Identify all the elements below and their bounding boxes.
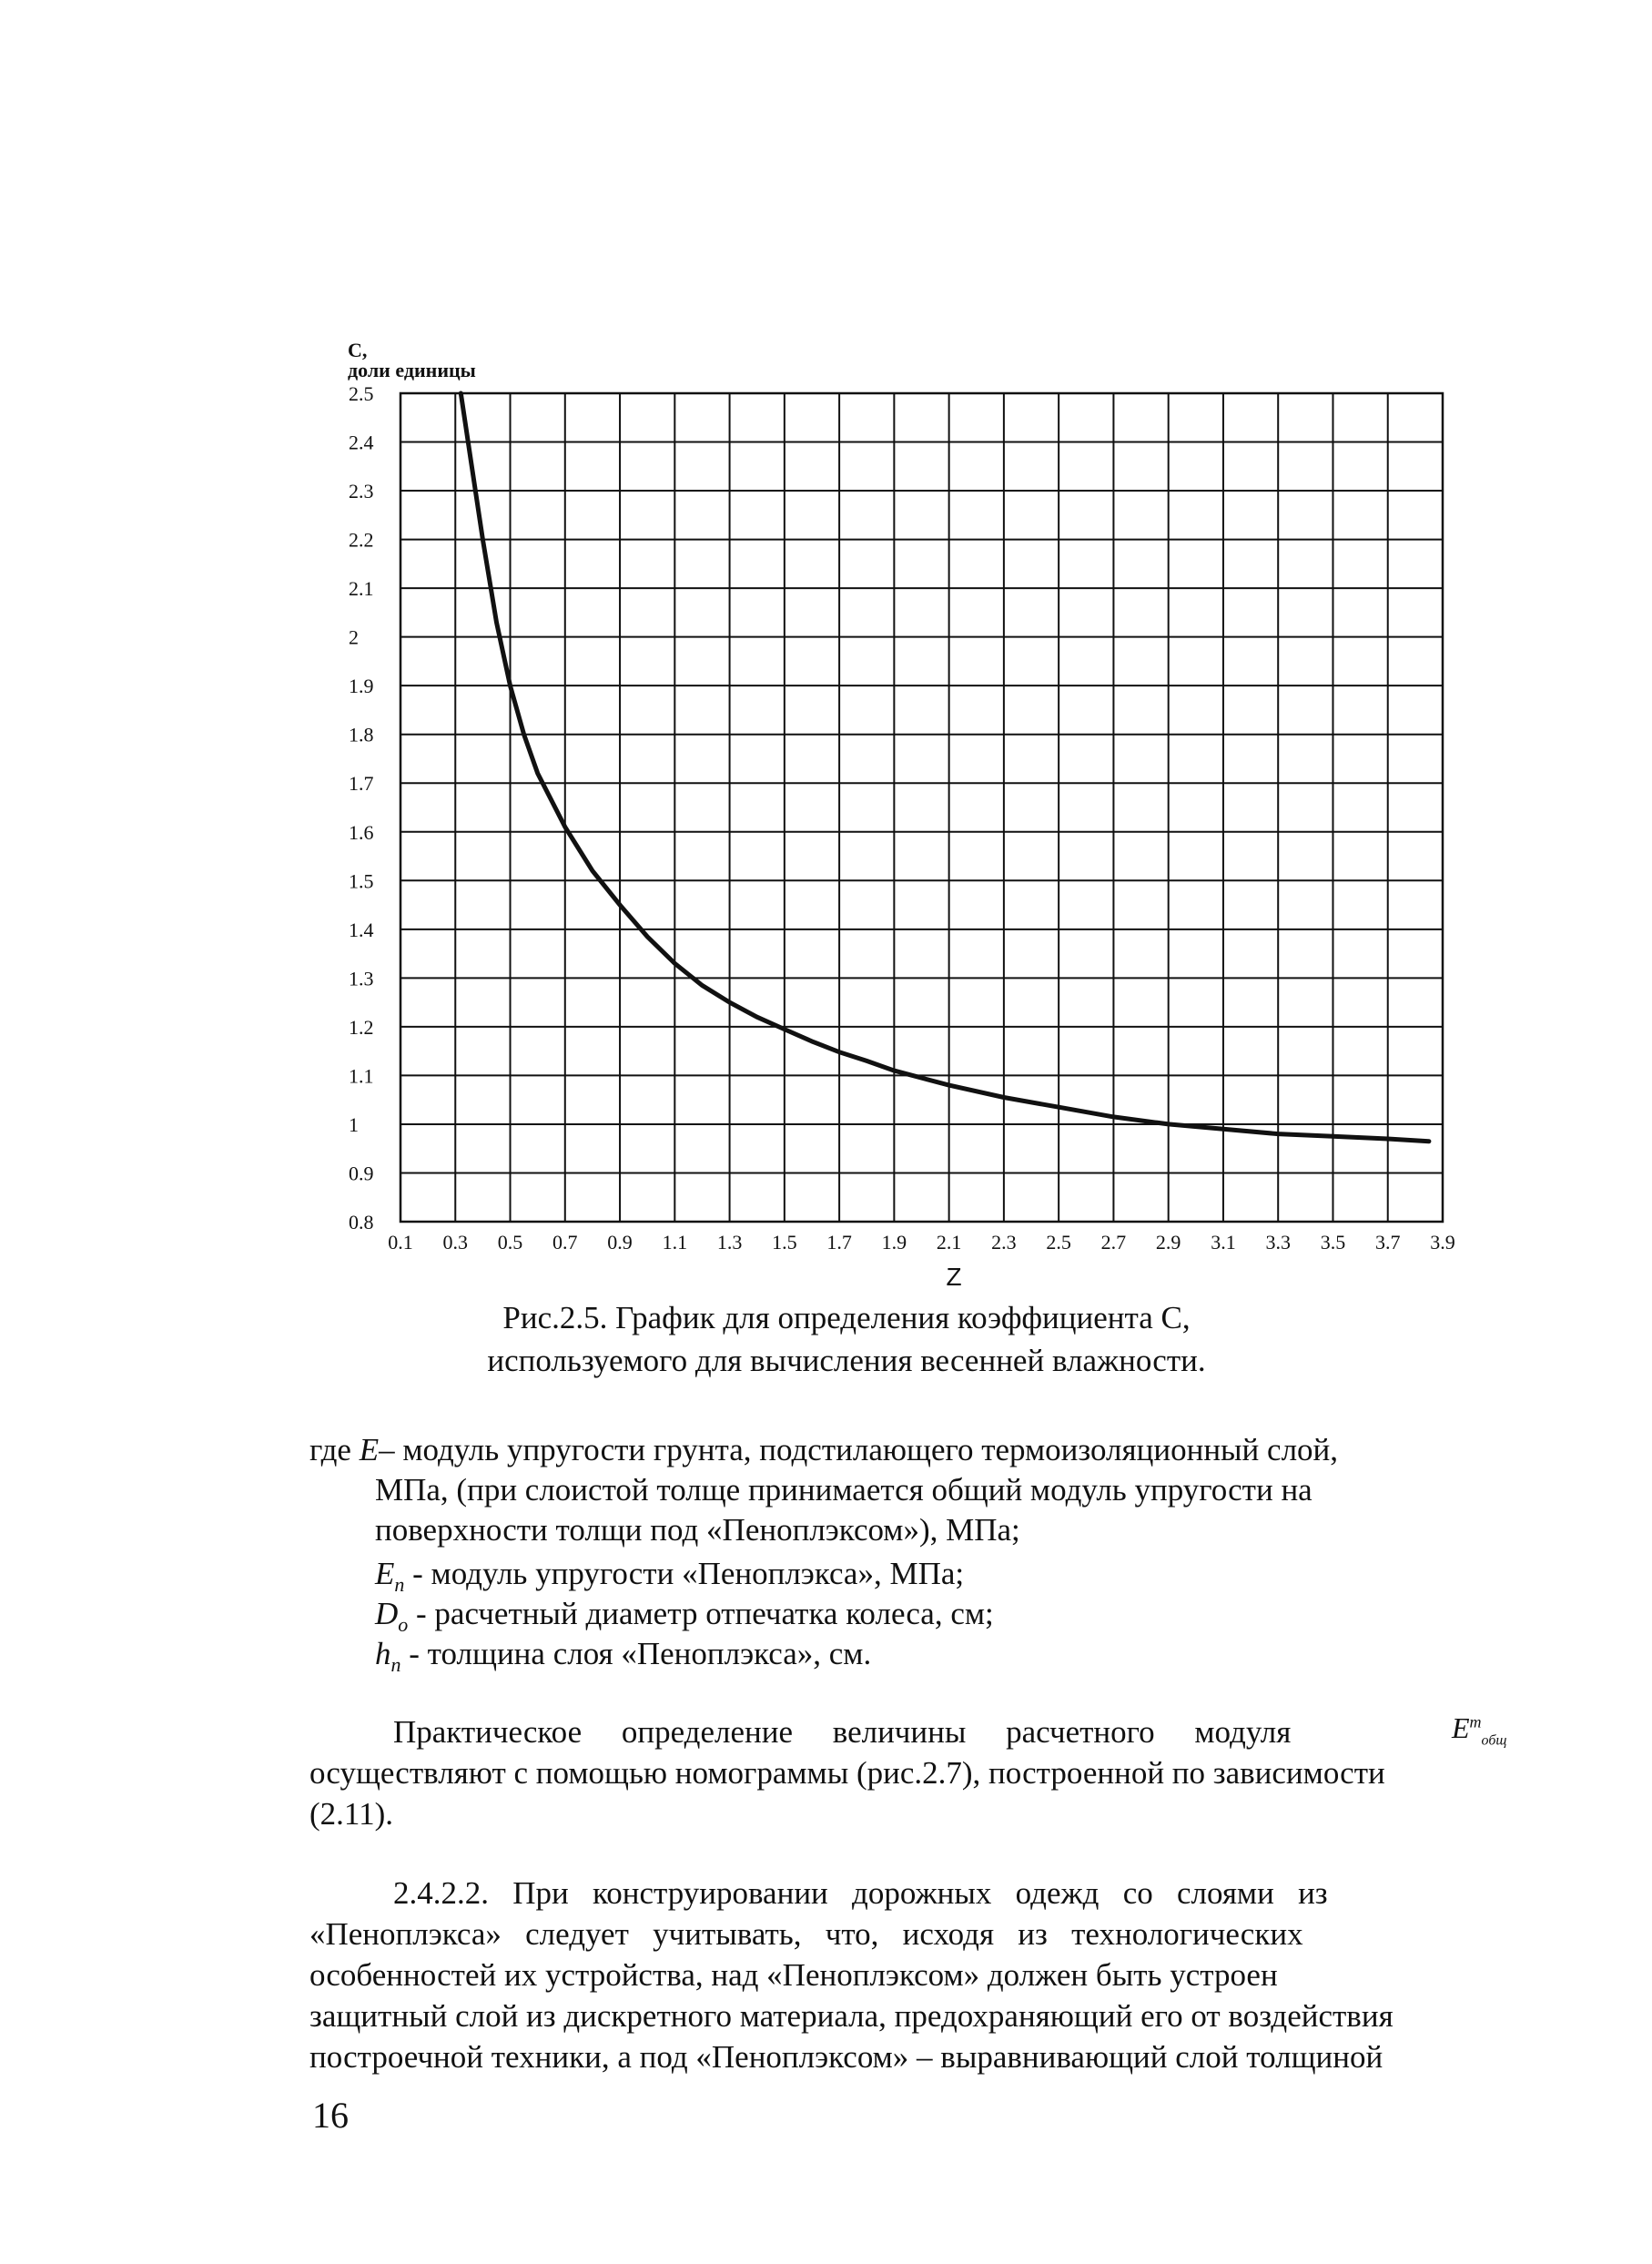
x-axis-label: Z xyxy=(946,1263,962,1291)
symbol-d: D xyxy=(375,1596,399,1631)
y-tick-label: 1.2 xyxy=(349,1015,374,1039)
y-tick-labels xyxy=(349,382,374,1234)
definition-1 xyxy=(309,1429,1338,1470)
x-tick-label: 3.7 xyxy=(1374,1231,1401,1254)
y-tick-label: 1.1 xyxy=(349,1064,374,1088)
paragraph-2-line-1: 2.4.2.2. При конструировании дорожных одежд со слоями из xyxy=(393,1875,1328,1911)
x-tick-label: 1.7 xyxy=(826,1231,852,1254)
x-tick-label: 1.9 xyxy=(881,1231,907,1254)
symbol-h: h xyxy=(375,1636,391,1671)
x-tick-label: 0.3 xyxy=(442,1231,469,1254)
x-tick-label: 3.1 xyxy=(1211,1231,1236,1254)
symbol-e-g: E xyxy=(359,1432,380,1467)
paragraph-1-line-3: (2.11). xyxy=(309,1796,394,1832)
x-tick-label: 1.3 xyxy=(716,1231,743,1254)
x-tick-label: 3.5 xyxy=(1320,1231,1346,1254)
page-number: 16 xyxy=(312,2095,349,2136)
x-tick-labels xyxy=(388,1231,1455,1254)
y-tick-label: 0.9 xyxy=(349,1162,374,1185)
x-tick-label: 0.1 xyxy=(388,1231,413,1254)
y-tick-label: 2.4 xyxy=(349,431,374,454)
y-tick-label: 0.8 xyxy=(349,1211,374,1234)
x-tick-label: 0.5 xyxy=(497,1231,523,1254)
y-tick-label: 2.2 xyxy=(349,528,374,552)
x-tick-label: 3.9 xyxy=(1430,1231,1455,1254)
y-axis-label-line1: С, xyxy=(348,339,368,361)
paragraph-2-line-4: защитный слой из дискретного материала, предохраняющий его от воздействия xyxy=(309,1998,1394,2034)
symbol-e: E xyxy=(375,1556,395,1591)
definition-1-text: – модуль упругости грунта, подстилающего термоизоляционный слой, xyxy=(379,1432,1339,1467)
series-line xyxy=(461,393,1429,1142)
symbol-subscript: п xyxy=(390,1653,401,1676)
definition-4 xyxy=(375,1633,871,1685)
definition-3-text: - расчетный диаметр отпечатка колеса, см; xyxy=(408,1596,994,1631)
definition-1-cont-1: МПа, (при слоистой толще принимается общий модуль упругости на xyxy=(375,1472,1312,1508)
x-tick-label: 2.9 xyxy=(1155,1231,1181,1254)
paragraph-1-line-1: Практическое определение величины расчетного модуля xyxy=(393,1714,1292,1750)
y-tick-label: 1.4 xyxy=(349,918,374,941)
y-tick-label: 2 xyxy=(349,625,359,649)
y-tick-label: 2.5 xyxy=(349,382,374,405)
x-tick-label: 2.5 xyxy=(1046,1231,1071,1254)
x-tick-label: 2.1 xyxy=(936,1231,962,1254)
x-tick-label: 0.9 xyxy=(607,1231,633,1254)
symbol-subscript: п xyxy=(394,1573,405,1596)
symbol-subscript: o xyxy=(398,1613,409,1636)
figure-caption-line2: используемого для вычисления весенней влажности. xyxy=(487,1343,1206,1378)
x-tick-label: 1.1 xyxy=(662,1231,688,1254)
x-tick-label: 2.3 xyxy=(991,1231,1017,1254)
y-tick-label: 1.7 xyxy=(349,772,374,796)
x-tick-label: 3.3 xyxy=(1265,1231,1291,1254)
y-axis-label-line2: доли единицы xyxy=(348,359,476,381)
x-tick-label: 0.7 xyxy=(552,1231,578,1254)
paragraph-2-line-3: особенностей их устройства, над «Пеноплэксом» должен быть устроен xyxy=(309,1957,1278,1993)
y-tick-label: 1 xyxy=(349,1112,359,1136)
y-tick-label: 1.8 xyxy=(349,723,374,746)
paragraph-1-line-2: осуществляют с помощью номограммы (рис.2.7), построенной по зависимости xyxy=(309,1755,1385,1791)
definition-1-cont-2: поверхности толщи под «Пеноплэксом»), МПа; xyxy=(375,1512,1020,1548)
paragraph-2-line-5: построечной техники, а под «Пеноплэксом» – выравнивающий слой толщиной xyxy=(309,2039,1383,2075)
where-word: где xyxy=(309,1432,351,1467)
y-tick-label: 1.6 xyxy=(349,820,374,844)
symbol-e-t-general: $E^т_{общ}$ xyxy=(1452,1711,1507,1749)
definition-2-text: - модуль упругости «Пеноплэкса», МПа; xyxy=(404,1556,965,1591)
y-tick-label: 1.9 xyxy=(349,675,374,698)
y-tick-label: 2.1 xyxy=(349,577,374,601)
y-tick-label: 2.3 xyxy=(349,480,374,503)
figure-caption-line1: Рис.2.5. График для определения коэффициента С, xyxy=(502,1300,1191,1335)
y-tick-label: 1.3 xyxy=(349,967,374,990)
paragraph-2-line-2: «Пеноплэкса» следует учитывать, что, исходя из технологических xyxy=(309,1916,1303,1952)
x-tick-label: 2.7 xyxy=(1100,1231,1127,1254)
definition-4-text: - толщина слоя «Пеноплэкса», см. xyxy=(400,1636,872,1671)
x-tick-label: 1.5 xyxy=(772,1231,797,1254)
y-tick-label: 1.5 xyxy=(349,869,374,893)
